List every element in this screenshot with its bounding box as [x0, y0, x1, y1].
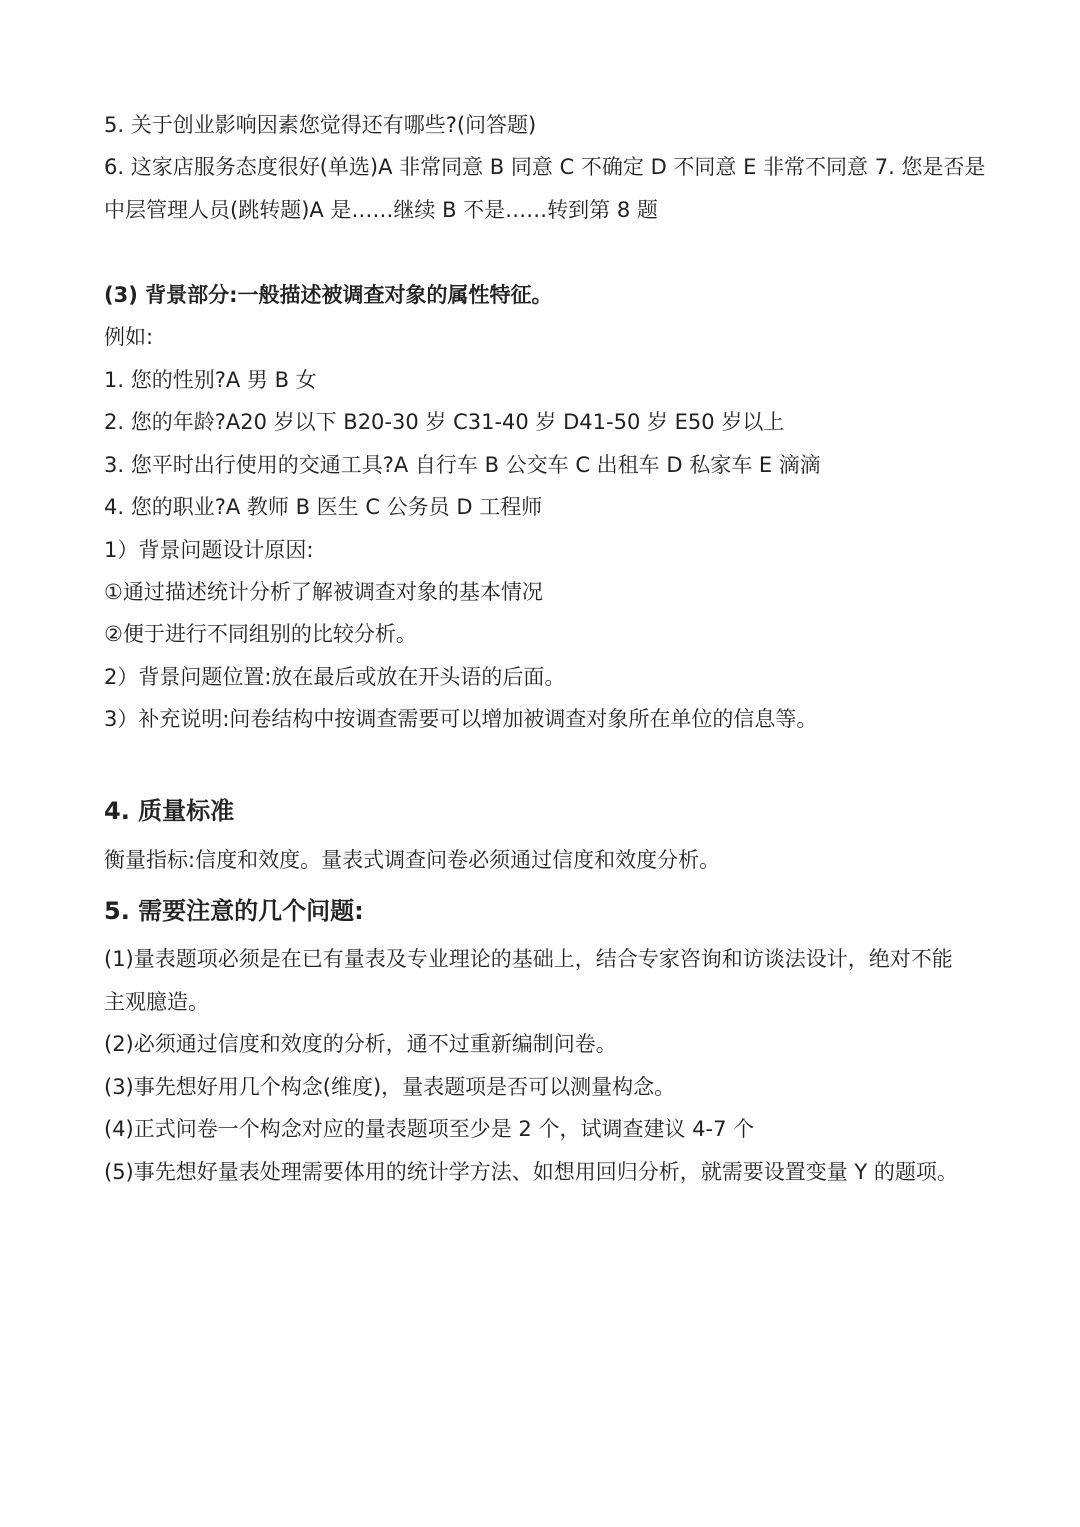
background-section-title: (3) 背景部分:一般描述被调查对象的属性特征。 [104, 283, 553, 307]
question-6-line-2: 中层管理人员(跳转题)A 是……继续 B 不是……转到第 8 题 [104, 198, 658, 222]
question-6-line-1: 6. 这家店服务态度很好(单选)A 非常同意 B 同意 C 不确定 D 不同意 E 非常不同意 7. 您是否是 [104, 155, 986, 179]
reason-item-2: ②便于进行不同组别的比较分析。 [104, 622, 417, 646]
reason-item-1: ①通过描述统计分析了解被调查对象的基本情况 [104, 580, 543, 604]
background-item-gender: 1. 您的性别?A 男 B 女 [104, 368, 317, 392]
note-1-line-1: (1)量表题项必须是在已有量表及专业理论的基础上，结合专家咨询和访谈法设计，绝对不能 [104, 947, 953, 971]
notes-heading: 5. 需要注意的几个问题: [104, 897, 364, 925]
quality-heading: 4. 质量标准 [104, 797, 235, 825]
background-item-age: 2. 您的年龄?A20 岁以下 B20-30 岁 C31-40 岁 D41-50 岁 E50 岁以上 [104, 410, 785, 434]
quality-text: 衡量指标:信度和效度。量表式调查问卷必须通过信度和效度分析。 [104, 848, 721, 872]
supplement-note: 3）补充说明:问卷结构中按调查需要可以增加被调查对象所在单位的信息等。 [104, 707, 818, 731]
example-label: 例如: [104, 325, 154, 349]
background-item-occupation: 4. 您的职业?A 教师 B 医生 C 公务员 D 工程师 [104, 495, 543, 519]
note-5: (5)事先想好量表处理需要体用的统计学方法、如想用回归分析，就需要设置变量 Y 的题项。 [104, 1160, 958, 1184]
background-item-transport: 3. 您平时出行使用的交通工具?A 自行车 B 公交车 C 出租车 D 私家车 E 滴滴 [104, 453, 821, 477]
note-2: (2)必须通过信度和效度的分析，通不过重新编制问卷。 [104, 1032, 617, 1056]
note-3: (3)事先想好用几个构念(维度)，量表题项是否可以测量构念。 [104, 1075, 676, 1099]
note-1-line-2: 主观臆造。 [104, 990, 209, 1014]
reason-title: 1）背景问题设计原因: [104, 538, 314, 562]
question-5: 5. 关于创业影响因素您觉得还有哪些?(问答题) [104, 113, 537, 137]
note-4: (4)正式问卷一个构念对应的量表题项至少是 2 个，试调查建议 4-7 个 [104, 1117, 755, 1141]
position-note: 2）背景问题位置:放在最后或放在开头语的后面。 [104, 665, 566, 689]
